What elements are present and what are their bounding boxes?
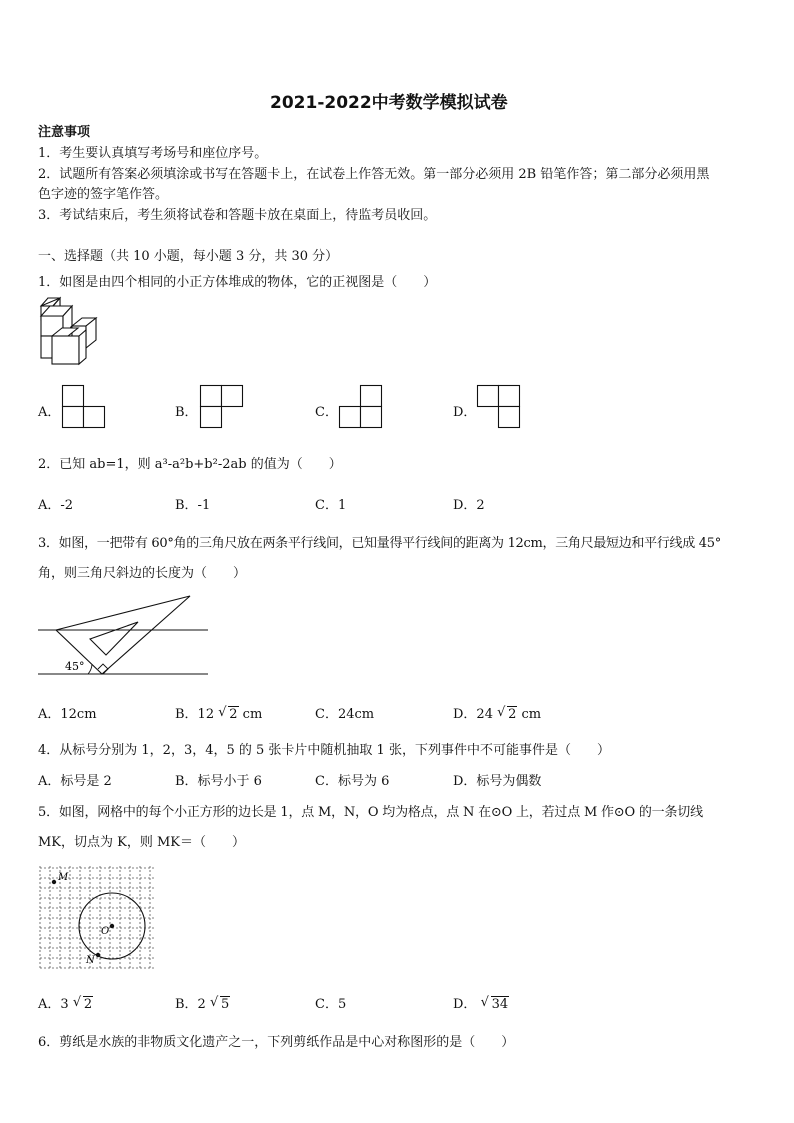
- question-4-stem: 4．从标号分别为 1，2，3，4，5 的 5 张卡片中随机抽取 1 张，下列事件中不可能事件是（ ）: [38, 743, 610, 758]
- q3-angle-label: 45°: [65, 660, 85, 673]
- q4-option-b[interactable]: B．标号小于 6: [175, 774, 262, 789]
- q3-option-d[interactable]: [453, 703, 541, 722]
- q1-option-d-figure: [477, 385, 521, 429]
- q5-option-c[interactable]: C．5: [315, 997, 347, 1012]
- note-item-2: 2．试题所有答案必须填涂或书写在答题卡上，在试卷上作答无效。第一部分必须用 2B 铅笔作答；第二部分必须用黑: [38, 167, 710, 182]
- q3-option-d-sqrt: [497, 707, 517, 722]
- q5-option-b-radicand: 5: [220, 997, 230, 1012]
- q5-option-b-sqrt: [210, 997, 230, 1012]
- q1-option-b-figure: [200, 385, 244, 429]
- page-title: 2021-2022中考数学模拟试卷: [270, 93, 508, 113]
- q1-option-a[interactable]: A．: [38, 405, 61, 420]
- q5-option-b-label: B．2: [175, 997, 206, 1012]
- q5-option-a-sqrt: [73, 997, 93, 1012]
- q1-option-c-figure: [339, 385, 383, 429]
- q1-option-b[interactable]: B．: [175, 405, 198, 420]
- q3-option-b-unit: cm: [242, 707, 263, 722]
- note-item-1: 1．考生要认真填写考场号和座位序号。: [38, 146, 268, 161]
- q4-option-d[interactable]: D．标号为偶数: [453, 774, 542, 789]
- question-3-stem-line1: 3．如图，一把带有 60°角的三角尺放在两条平行线间，已知量得平行线间的距离为 12cm，三角尺最短边和平行线成 45°: [38, 536, 721, 551]
- q3-option-c[interactable]: C．24cm: [315, 707, 375, 722]
- q5-grid-circle-figure: [40, 866, 160, 970]
- question-6-stem: 6．剪纸是水族的非物质文化遗产之一，下列剪纸作品是中心对称图形的是（ ）: [38, 1035, 515, 1050]
- q2-option-a[interactable]: A．-2: [38, 498, 74, 513]
- sqrt-icon: √: [209, 995, 219, 1010]
- q4-option-c[interactable]: C．标号为 6: [315, 774, 390, 789]
- q5-option-d-label: D．: [453, 997, 477, 1012]
- sqrt-icon: √: [497, 705, 506, 720]
- q3-option-d-label: D．24: [453, 707, 493, 722]
- q3-option-a[interactable]: A．12cm: [38, 707, 97, 722]
- q1-option-a-figure: [62, 385, 106, 429]
- q3-option-b-sqrt: [218, 707, 238, 722]
- section-heading: 一、选择题（共 10 小题，每小题 3 分，共 30 分）: [38, 249, 339, 264]
- question-1-stem: 1．如图是由四个相同的小正方体堆成的物体，它的正视图是（ ）: [38, 275, 437, 290]
- q5-option-d[interactable]: [453, 993, 509, 1012]
- q5-label-o: O: [101, 926, 110, 937]
- q5-label-m: M: [58, 872, 69, 883]
- q2-option-b[interactable]: B．-1: [175, 498, 211, 513]
- q3-option-d-radicand: 2: [508, 707, 517, 722]
- note-item-2-cont: 色字迹的签字笔作答。: [38, 187, 169, 202]
- question-3-stem-line2: 角，则三角尺斜边的长度为（ ）: [38, 566, 247, 581]
- q1-cube-figure: [38, 298, 98, 368]
- q5-option-a-label: A．3: [38, 997, 69, 1012]
- q4-option-a[interactable]: A．标号是 2: [38, 774, 112, 789]
- q3-triangle-ruler-figure: [38, 592, 210, 678]
- q5-label-n: N: [86, 955, 95, 966]
- q5-option-d-sqrt: [481, 997, 510, 1012]
- q2-option-d[interactable]: D．2: [453, 498, 485, 513]
- q5-option-a-radicand: 2: [83, 997, 93, 1012]
- question-5-stem-line2: MK，切点为 K，则 MK＝（ ）: [38, 835, 246, 850]
- q1-option-d[interactable]: D．: [453, 405, 477, 420]
- q2-option-c[interactable]: C．1: [315, 498, 347, 513]
- q3-option-b[interactable]: [175, 703, 262, 722]
- q3-option-d-unit: cm: [521, 707, 542, 722]
- sqrt-icon: √: [218, 705, 227, 720]
- q3-option-b-radicand: 2: [229, 707, 238, 722]
- question-2-stem: 2．已知 ab=1，则 a³-a²b+b²-2ab 的值为（ ）: [38, 457, 342, 472]
- q3-option-b-label: B．12: [175, 707, 215, 722]
- sqrt-icon: √: [480, 995, 489, 1010]
- q5-option-d-radicand: 34: [491, 997, 509, 1012]
- question-5-stem-line1: 5．如图，网格中的每个小正方形的边长是 1，点 M，N，O 均为格点，点 N 在⊙O 上，若过点 M 作⊙O 的一条切线: [38, 805, 703, 820]
- q1-option-c[interactable]: C．: [315, 405, 338, 420]
- note-item-3: 3．考试结束后，考生须将试卷和答题卡放在桌面上，待监考员收回。: [38, 208, 437, 223]
- notes-heading: 注意事项: [38, 125, 91, 140]
- q5-option-b[interactable]: [175, 993, 230, 1012]
- sqrt-icon: √: [72, 995, 82, 1010]
- q5-option-a[interactable]: [38, 993, 93, 1012]
